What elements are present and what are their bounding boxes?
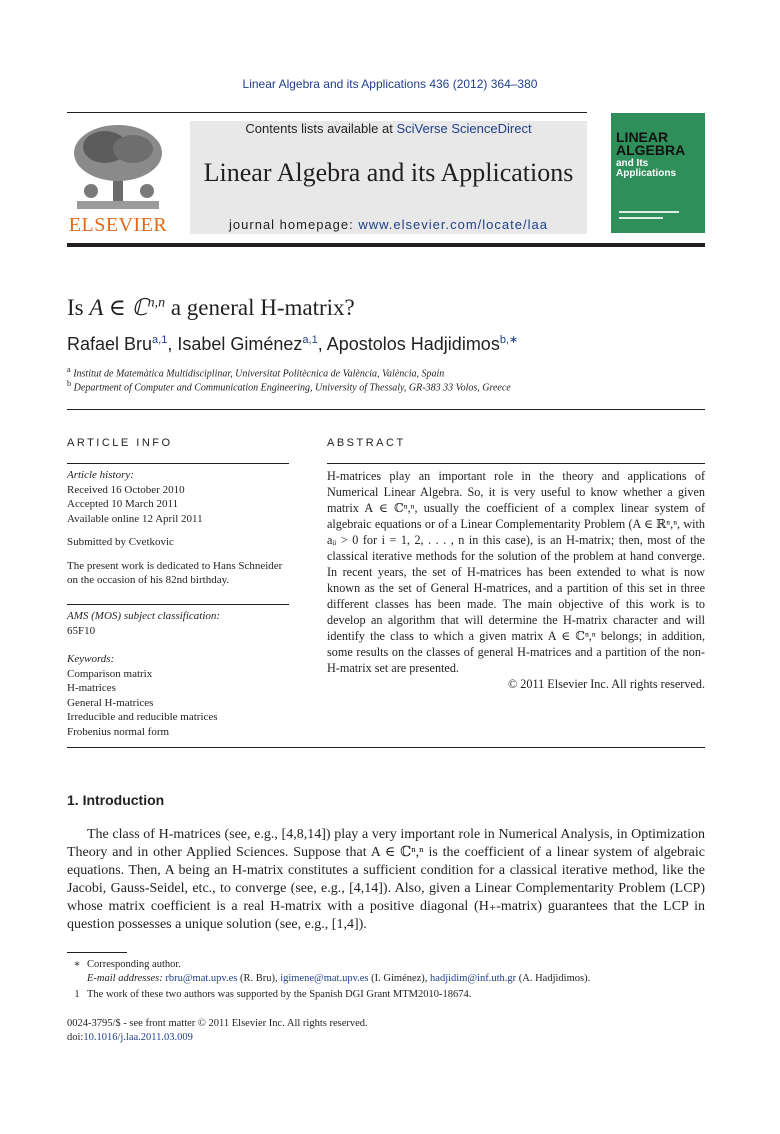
elsevier-wordmark: ELSEVIER: [68, 214, 168, 236]
author-name: Rafael Bru: [67, 334, 153, 354]
email-label: E-mail addresses:: [87, 973, 163, 984]
article-info-rule: [67, 604, 289, 605]
dedication: The present work is dedicated to Hans Schneider on the occasion of his 82nd birthday.: [67, 559, 283, 586]
title-superscript: n,n: [147, 295, 166, 311]
footnote-text: The work of these two authors was supported by the Spanish DGI Grant MTM2010-18674.: [87, 989, 472, 1000]
contents-line: [190, 121, 587, 136]
email-owner: (R. Bru),: [237, 973, 281, 984]
history-item: Available online 12 April 2011: [67, 512, 203, 525]
footnote-text: Corresponding author.: [87, 959, 181, 970]
cover-decoration: [619, 211, 679, 213]
affiliation-text: Department of Computer and Communication Engineering, University of Thessaly, GR-383 33 Volos, Greece: [73, 382, 511, 394]
cover-title-line-2: ALGEBRA: [616, 142, 686, 158]
email-link[interactable]: rbru@mat.upv.es: [165, 973, 238, 984]
issn-line: 0024-3795/$ - see front matter © 2011 Elsevier Inc. All rights reserved.: [67, 1018, 368, 1029]
doi-label: doi:: [67, 1032, 84, 1043]
author-list: Rafael Bru$^{a,1}$, Isabel Giménez$^{a,1}$, Apostolos Hadjidimos$^{b,∗}$: [67, 334, 519, 354]
title-prefix: Is: [67, 295, 90, 320]
cover-sub-line-1: and Its: [616, 158, 649, 169]
author-affiliation-mark[interactable]: a,1: [152, 334, 168, 346]
abstract-bottom-rule: [67, 747, 705, 748]
author-affiliation-mark[interactable]: a,1: [302, 334, 318, 346]
journal-title: Linear Algebra and its Applications: [203, 158, 574, 187]
author-name: Isabel Giménez: [177, 334, 303, 354]
header-top-rule: [67, 112, 587, 113]
abstract-body: [327, 468, 705, 692]
footnote-mark: 1: [74, 989, 80, 1000]
ams-classification: [67, 609, 289, 638]
cover-sub-line-2: Applications: [616, 168, 677, 179]
sciencedirect-link[interactable]: SciVerse ScienceDirect: [396, 121, 532, 136]
title-math: A ∈ ℂ: [89, 295, 148, 320]
keyword: Irreducible and reducible matrices: [67, 711, 218, 723]
author-name: Apostolos Hadjidimos: [326, 334, 500, 354]
footnote-emails: [87, 972, 590, 986]
affiliation-mark: a: [67, 365, 71, 374]
keywords: [67, 652, 289, 739]
doi-link[interactable]: 10.1016/j.laa.2011.03.009: [83, 1032, 193, 1043]
history-label: Article history:: [67, 469, 134, 481]
affiliation-a: [67, 365, 444, 379]
ams-code: 65F10: [67, 624, 96, 637]
affiliation-text: Institut de Matemàtica Multidisciplinar, Universitat Politècnica de València, València, Spain: [73, 368, 445, 380]
affiliation-mark: b: [67, 379, 72, 388]
abstract-heading: ABSTRACT: [327, 437, 406, 449]
email-link[interactable]: igimene@mat.upv.es: [280, 973, 369, 984]
contents-prefix: Contents lists available at: [245, 121, 397, 136]
keyword: General H-matrices: [67, 696, 154, 709]
header-thick-rule: [67, 243, 705, 247]
keywords-label: Keywords:: [67, 653, 115, 665]
keyword: H-matrices: [67, 682, 116, 694]
keyword: Comparison matrix: [67, 667, 153, 680]
history-item: Accepted 10 March 2011: [67, 498, 179, 510]
abstract-text: H-matrices play an important role in the theory and applications of Numerical Linear Algebra. So, it is very useful to know whether a given matrix A ∈ ℂⁿ,ⁿ, usually the coefficient of a complex linear system of algebraic equations or of a Linear Complementarity Problem (A ∈ ℝⁿ,ⁿ, with aᵢᵢ > 0 for i = 1, 2, . . . , n in this case), is an H-matrix; then, most of the classical iterative methods for the solution of the problem at hand converge. In recent years, the set of H-matrices has been extended to what is now known as the set of General H-matrices, and a partition of this set in three different classes has been made. The main objective of this work is to develop an algorithm that will determine the H-matrix character and will identify the class to which a given matrix A ∈ ℂⁿ,ⁿ belongs; in addition, some results on the classes of general H-matrices and a partition of the non-H-matrix set are presented.: [327, 469, 705, 675]
email-link[interactable]: hadjidim@inf.uth.gr: [430, 973, 517, 984]
homepage-link[interactable]: www.elsevier.com/locate/laa: [358, 217, 548, 232]
homepage-line: [190, 217, 587, 232]
article-info-rule: [67, 463, 289, 464]
journal-cover: [611, 113, 705, 233]
affiliation-b: [67, 379, 511, 393]
doi-line: [67, 1031, 193, 1045]
section-heading-introduction: 1. Introduction: [67, 792, 165, 808]
email-owner: (I. Giménez),: [368, 973, 431, 984]
abstract-rule: [327, 463, 705, 464]
title-bottom-rule: [67, 409, 705, 410]
paper-title: [67, 295, 355, 321]
footnote-rule: [67, 952, 127, 953]
title-suffix: a general H-matrix?: [165, 295, 355, 320]
abstract-copyright: © 2011 Elsevier Inc. All rights reserved.: [508, 677, 705, 691]
ams-label: AMS (MOS) subject classification:: [67, 610, 221, 622]
homepage-prefix: journal homepage:: [229, 217, 359, 232]
article-history: [67, 468, 289, 588]
author-affiliation-mark[interactable]: b,∗: [499, 334, 519, 346]
email-owner: (A. Hadjidimos).: [516, 973, 591, 984]
cover-decoration: [619, 217, 663, 219]
introduction-paragraph: The class of H-matrices (see, e.g., [4,8,14]) play a very important role in Numerical Analysis, in Optimization Theory and in other Applied Sciences. Suppose that A ∈ ℂⁿ,ⁿ is the coefficient of a linear system of algebraic equations. Then, A being an H-matrix constitutes a sufficient condition for a classical iterative method, like the Jacobi, Gauss-Seidel, etc., to converge (see, e.g., [4,14]). Also, given a Linear Complementarity Problem (LCP) whose matrix coefficient is a real H-matrix with a positive diagonal (H₊-matrix) guarantees that the LCP in question possesses a unique solution (see, e.g., [1,4]).: [67, 827, 705, 932]
journal-citation[interactable]: Linear Algebra and its Applications 436 (2012) 364–380: [242, 77, 538, 91]
footnote-mark: ∗: [73, 959, 81, 970]
cover-title-line-1: LINEAR: [616, 129, 669, 145]
submitted-by: Submitted by Cvetkovic: [67, 536, 174, 548]
article-info-heading: ARTICLE INFO: [67, 437, 173, 449]
history-item: Received 16 October 2010: [67, 483, 185, 496]
footnote-grant: [67, 988, 471, 1002]
footnote-corresponding: [67, 958, 181, 972]
keyword: Frobenius normal form: [67, 725, 170, 738]
tree-logo-icon: [67, 121, 169, 213]
